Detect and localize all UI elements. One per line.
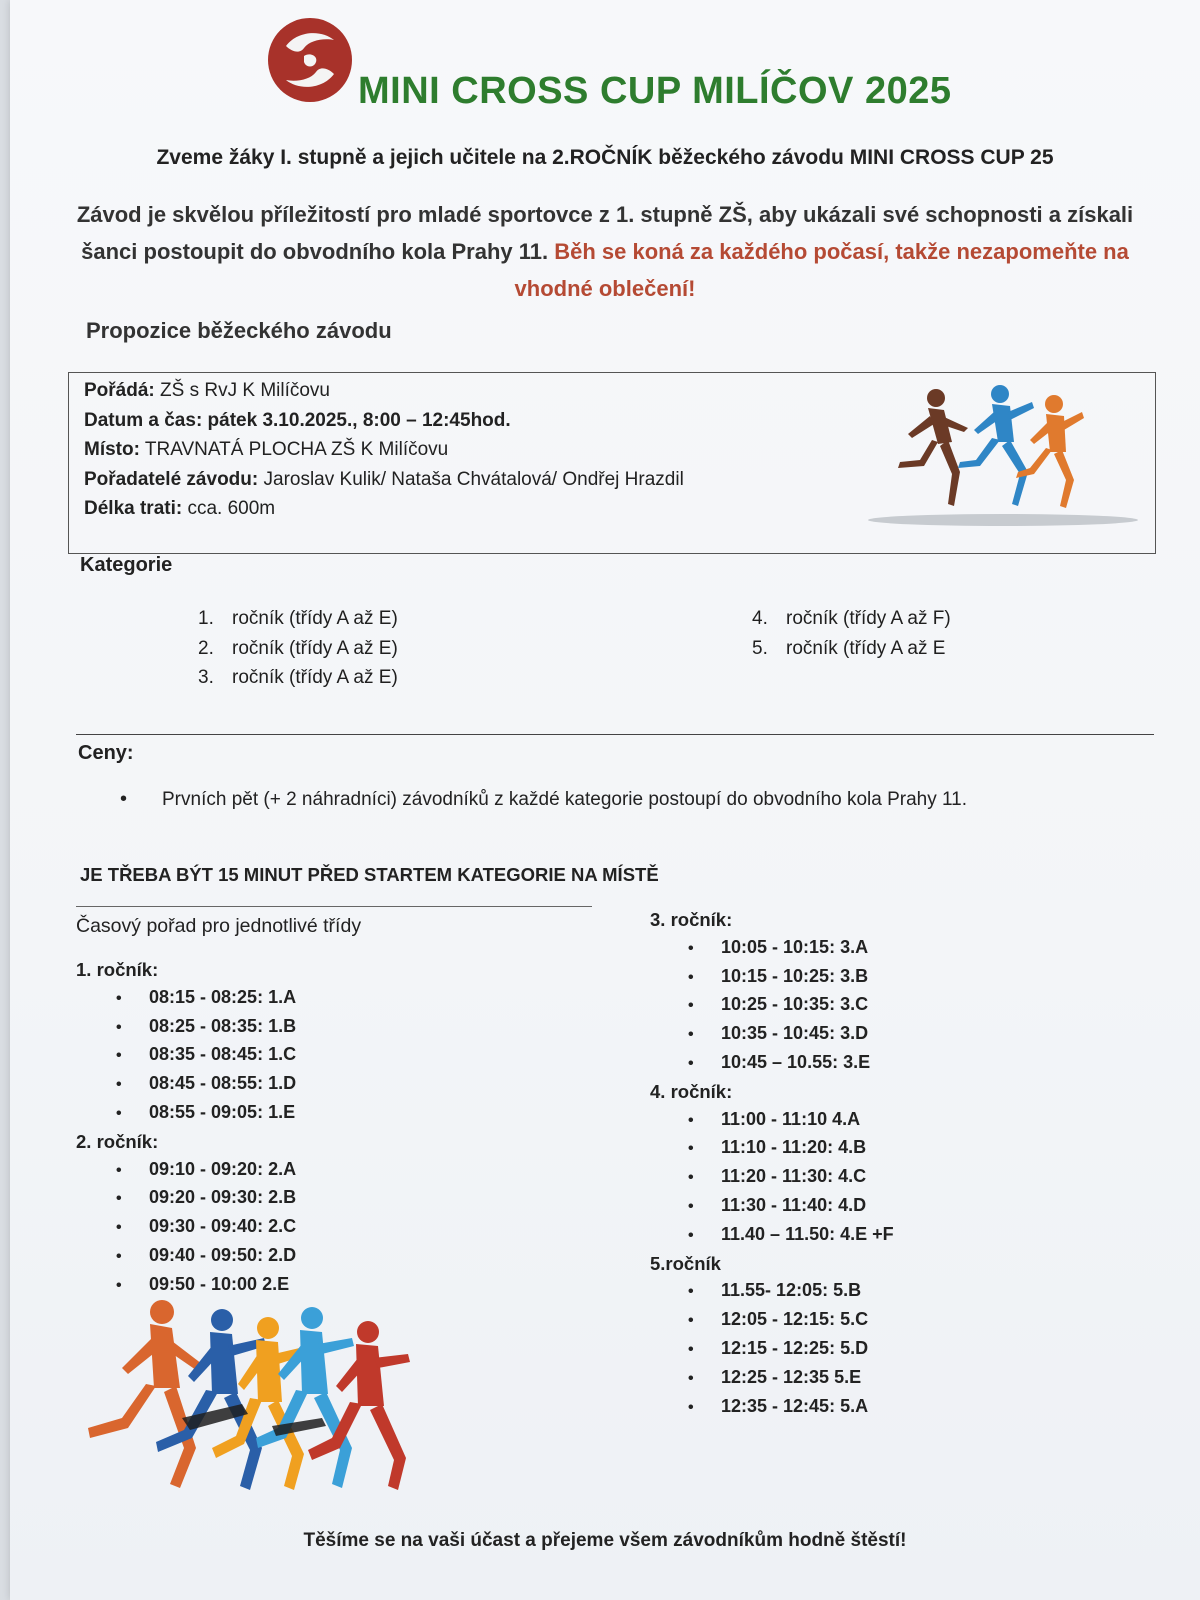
- grade-1-heading: 1. ročník:: [76, 959, 159, 980]
- info-lines: [84, 376, 684, 524]
- info-row-organizer: Pořádá: ZŠ s RvJ K Milíčovu: [84, 380, 330, 401]
- list-item: 1. ročník (třídy A až E): [198, 608, 398, 629]
- flyer-sheet: [10, 0, 1200, 1600]
- logo-icon: [264, 16, 356, 104]
- list-item: 2. ročník (třídy A až E): [198, 637, 398, 659]
- time-slot: • 09:20 - 09:30: 2.B: [116, 1187, 297, 1208]
- grade-4-heading: 4. ročník:: [650, 1080, 733, 1102]
- divider: [76, 906, 592, 907]
- divider: [76, 734, 1154, 735]
- kategorie-list-left: [198, 604, 398, 693]
- warning-text: JE TŘEBA BÝT 15 MINUT PŘED STARTEM KATEGORIE NA MÍSTĚ: [80, 864, 659, 885]
- info-row-organizers: Pořadatelé závodu: Jaroslav Kulik/ Nataša Chvátalová/ Ondřej Hrazdil: [84, 468, 684, 490]
- time-slot: • 08:45 - 08:55: 1.D: [116, 1073, 297, 1094]
- propozice-heading: Propozice běžeckého závodu: [86, 318, 392, 343]
- list-item: 5. ročník (třídy A až E: [752, 637, 946, 659]
- time-slot: • 08:25 - 08:35: 1.B: [116, 1015, 297, 1036]
- time-slot: • 09:30 - 09:40: 2.C: [116, 1216, 297, 1237]
- time-slot: • 10:45 – 10.55: 3.E: [688, 1051, 871, 1072]
- intro-weather-note: Běh se koná za každého počasí, takže nezapomeňte na vhodné oblečení!: [514, 239, 1129, 301]
- time-slot: • 11:00 - 11:10 4.A: [688, 1108, 861, 1129]
- time-slot: • 11.40 – 11.50: 4.E +F: [688, 1223, 894, 1244]
- time-slot: • 09:40 - 09:50: 2.D: [116, 1244, 297, 1265]
- ceny-item: • Prvních pět (+ 2 náhradníci) závodníků z každé kategorie postoupí do obvodního kola Prahy 11.: [120, 788, 968, 810]
- ceny-heading: Ceny:: [78, 742, 134, 764]
- grade-3-heading: 3. ročník:: [650, 909, 733, 930]
- kategorie-heading: Kategorie: [80, 554, 173, 576]
- page-title: MINI CROSS CUP MILÍČOV 2025: [358, 70, 952, 112]
- time-slot: • 10:35 - 10:45: 3.D: [688, 1023, 869, 1044]
- time-slot: • 12:35 - 12:45: 5.A: [688, 1395, 869, 1416]
- closing-message: Těšíme se na vaši účast a přejeme všem závodníkům hodně štěstí!: [303, 1530, 907, 1551]
- intro-paragraph: [70, 196, 1140, 307]
- schedule-title: Časový pořad pro jednotlivé třídy: [76, 915, 362, 937]
- bullet-icon: •: [120, 788, 128, 810]
- time-slot: • 12:05 - 12:15: 5.C: [688, 1309, 869, 1330]
- time-slot: • 11:20 - 11:30: 4.C: [688, 1166, 867, 1187]
- list-item: 3. ročník (třídy A až E): [198, 667, 398, 688]
- invitation-line: Zveme žáky I. stupně a jejich učitele na 2.ROČNÍK běžeckého závodu MINI CROSS CUP 25: [156, 146, 1054, 169]
- time-slot: • 11.55- 12:05: 5.B: [688, 1280, 862, 1301]
- intro-text: Závod je skvělou příležitostí pro mladé sportovce z 1. stupně ZŠ, aby ukázali své schopnosti a získali šanci postoupit do obvodního kola Prahy 11.: [76, 202, 1134, 264]
- time-slot: • 08:15 - 08:25: 1.A: [116, 986, 297, 1007]
- time-slot: • 10:25 - 10:35: 3.C: [688, 994, 869, 1015]
- time-slot: • 12:25 - 12:35 5.E: [688, 1366, 862, 1387]
- info-row-length: Délka trati: cca. 600m: [84, 498, 276, 519]
- grade-5-heading: 5.ročník: [650, 1252, 721, 1274]
- time-slot: • 10:15 - 10:25: 3.B: [688, 965, 869, 986]
- time-slot: • 09:50 - 10:00 2.E: [116, 1273, 290, 1294]
- time-slot: • 12:15 - 12:25: 5.D: [688, 1337, 869, 1358]
- time-slot: • 09:10 - 09:20: 2.A: [116, 1158, 297, 1179]
- kategorie-list-right: [752, 604, 951, 663]
- info-row-place: Místo: TRAVNATÁ PLOCHA ZŠ K Milíčovu: [84, 439, 449, 460]
- grade-2-heading: 2. ročník:: [76, 1130, 159, 1152]
- time-slot: • 11:30 - 11:40: 4.D: [688, 1194, 867, 1215]
- time-slot: • 08:35 - 08:45: 1.C: [116, 1044, 297, 1065]
- time-slot: • 10:05 - 10:15: 3.A: [688, 936, 869, 957]
- info-row-date: Datum a čas: pátek 3.10.2025., 8:00 – 12:45hod.: [84, 409, 511, 431]
- time-slot: • 08:55 - 09:05: 1.E: [116, 1101, 296, 1122]
- schedule-column-left: [76, 956, 296, 1300]
- runners-group-illustration-icon: [72, 1298, 422, 1494]
- runners-illustration-icon: [868, 382, 1138, 532]
- schedule-column-right: [650, 906, 894, 1421]
- list-item: 4. ročník (třídy A až F): [752, 608, 951, 629]
- time-slot: • 11:10 - 11:20: 4.B: [688, 1137, 867, 1158]
